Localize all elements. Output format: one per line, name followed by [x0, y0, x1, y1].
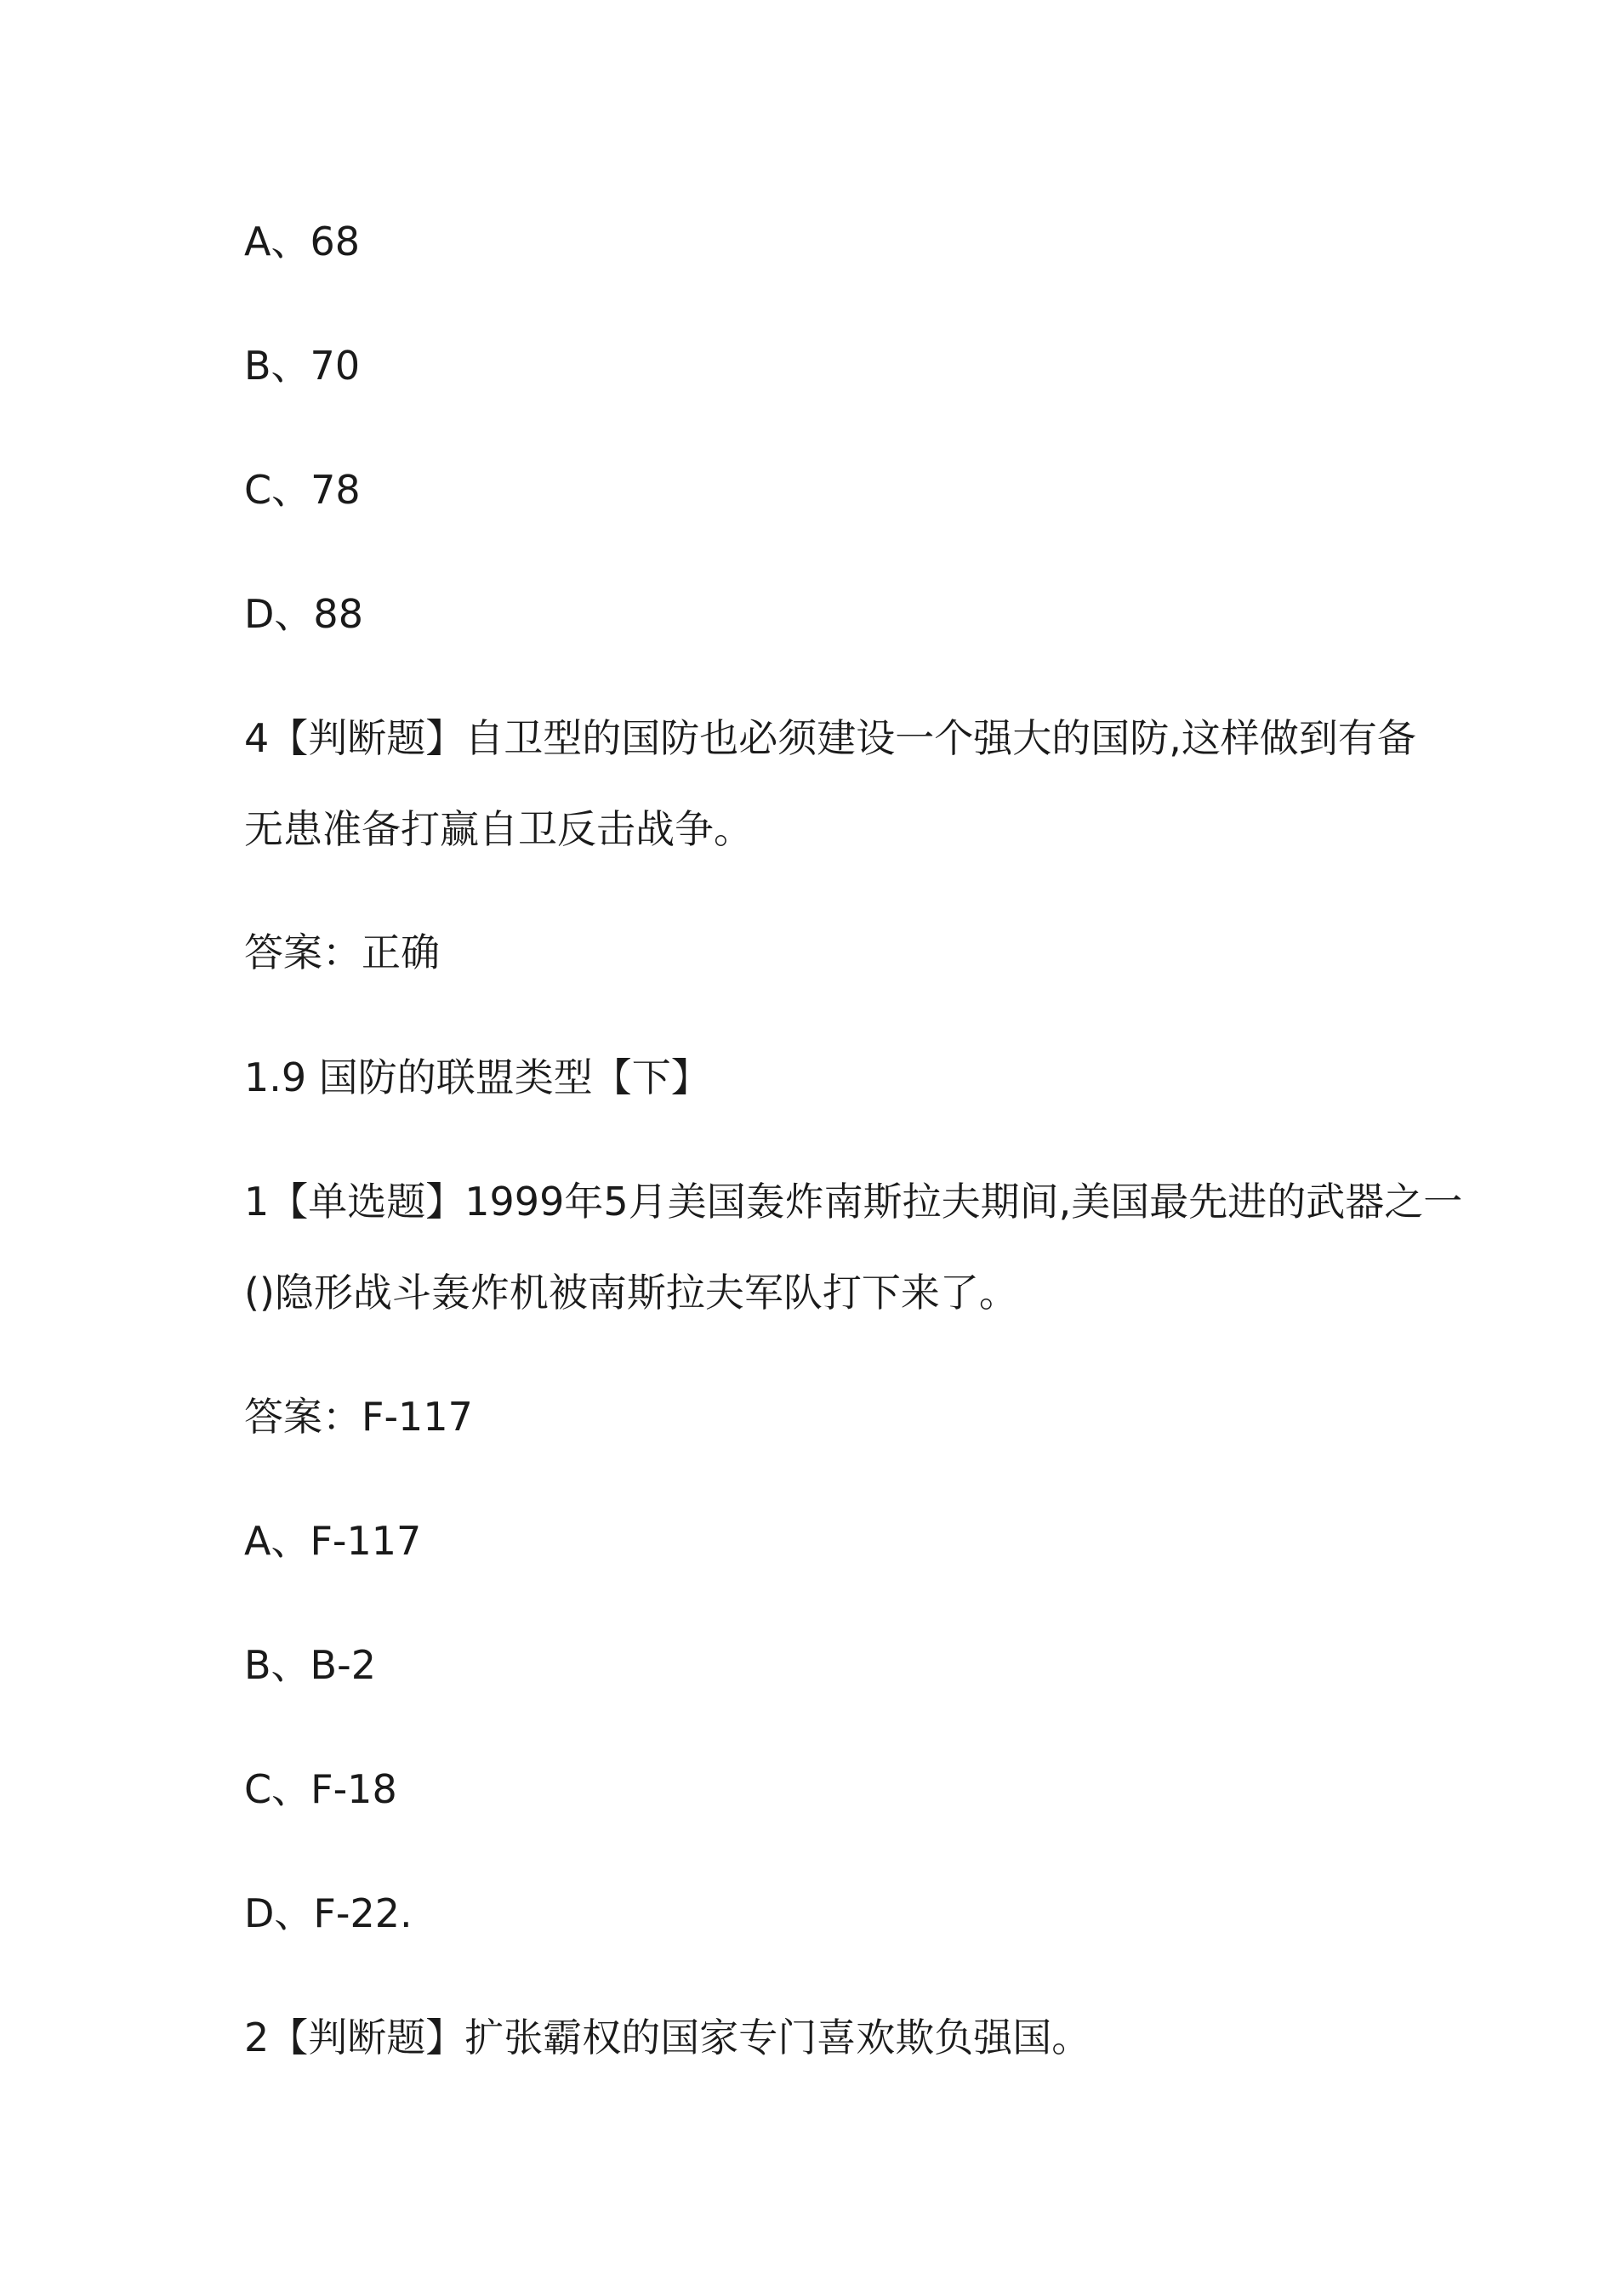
option-d: D、88 — [244, 591, 363, 637]
question-text-continued: 无患准备打赢自卫反击战争。 — [244, 806, 753, 852]
option-a: A、F-117 — [244, 1518, 422, 1564]
answer-text: 答案：F-117 — [244, 1394, 473, 1440]
option-d: D、F-22. — [244, 1890, 413, 1936]
option-a: A、68 — [244, 219, 361, 264]
question-text: 2【判断题】扩张霸权的国家专门喜欢欺负强国。 — [244, 2015, 1091, 2060]
question-text-continued: ()隐形战斗轰炸机被南斯拉夫军队打下来了。 — [244, 1270, 1018, 1316]
question-text: 1【单选题】1999年5月美国轰炸南斯拉夫期间,美国最先进的武器之一 — [244, 1179, 1463, 1225]
option-b: B、70 — [244, 343, 361, 389]
answer-text: 答案：正确 — [244, 929, 440, 975]
option-b: B、B-2 — [244, 1642, 376, 1688]
question-text: 4【判断题】自卫型的国防也必须建设一个强大的国防,这样做到有备 — [244, 715, 1416, 761]
section-heading: 1.9 国防的联盟类型【下】 — [244, 1054, 710, 1100]
option-c: C、F-18 — [244, 1766, 397, 1812]
option-c: C、78 — [244, 467, 361, 513]
